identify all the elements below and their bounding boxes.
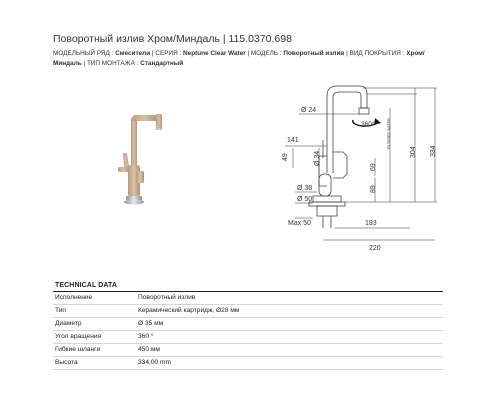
dim-49: 49 (282, 153, 289, 161)
row-value: Ø 35 мм (138, 320, 164, 327)
dim-50: Ø 50 (297, 196, 313, 203)
meta-model-label: МОДЕЛЬ : (250, 50, 282, 57)
product-photo (100, 105, 180, 215)
meta-mount-label: ТИП МОНТАЖА : (86, 60, 139, 67)
dim-304: 304 (410, 146, 417, 158)
dim-193: 193 (365, 220, 377, 227)
row-key: Исполнение (55, 294, 93, 301)
dim-24: Ø 24 (301, 107, 317, 114)
row-value: Поворотный излив (138, 294, 196, 301)
page-title: Поворотный излив Хром/Миндаль | 115.0370.698 (53, 33, 292, 45)
table-row (53, 305, 443, 318)
row-key: Гибкие шланги (55, 346, 101, 353)
row-key: Угол вращения (55, 333, 102, 340)
dim-89: 89 (370, 185, 377, 193)
dim-69: 69 (370, 163, 377, 171)
dim-max50: Max 50 (288, 220, 311, 227)
table-row (53, 331, 443, 344)
meta-finish-value: Хром/Миндаль (53, 50, 425, 67)
dim-34: Ø 34 (314, 150, 321, 166)
meta-series-line-label: МОДЕЛЬНЫЙ РЯД : (53, 50, 114, 57)
table-row (53, 357, 443, 370)
row-key: Диаметр (55, 320, 82, 327)
meta-series-label: СЕРИЯ : (155, 50, 182, 57)
row-value: 360 ° (138, 333, 154, 340)
meta-series-value: Neptune Clear Water (183, 50, 246, 57)
filtered-water-label: FILTERED WATER (387, 118, 391, 149)
row-value: 334,00 mm (138, 359, 171, 366)
technical-data-header: TECHNICAL DATA (53, 282, 443, 292)
technical-data-table (53, 282, 443, 370)
table-row (53, 318, 443, 331)
dim-38: Ø 38 (297, 185, 313, 192)
meta-line-value: Смесители (115, 50, 151, 57)
table-row (53, 344, 443, 357)
row-key: Высота (55, 359, 78, 366)
meta-mount-value: Стандартный (140, 60, 184, 67)
meta-model-value: Поворотный излив (283, 50, 345, 57)
technical-drawing (265, 78, 445, 253)
dim-360: 360° (361, 121, 375, 128)
meta-finish-label: ВИД ПОКРЫТИЯ : (349, 50, 405, 57)
product-meta: МОДЕЛЬНЫЙ РЯД : Смесители | СЕРИЯ : Neptune Clear Water | МОДЕЛЬ : Поворотный излив | ВИД ПОКРЫТИЯ : Хром/Миндаль | ТИП МОНТАЖА : Стандартный (53, 50, 425, 67)
dim-334: 334 (430, 145, 437, 157)
row-value: 450 мм (138, 346, 160, 353)
dim-141: 141 (287, 137, 299, 144)
dim-220: 220 (369, 245, 381, 252)
table-row (53, 292, 443, 305)
row-value: Керамический картридж, Ø28 мм (138, 307, 240, 314)
row-key: Тип (55, 307, 66, 314)
